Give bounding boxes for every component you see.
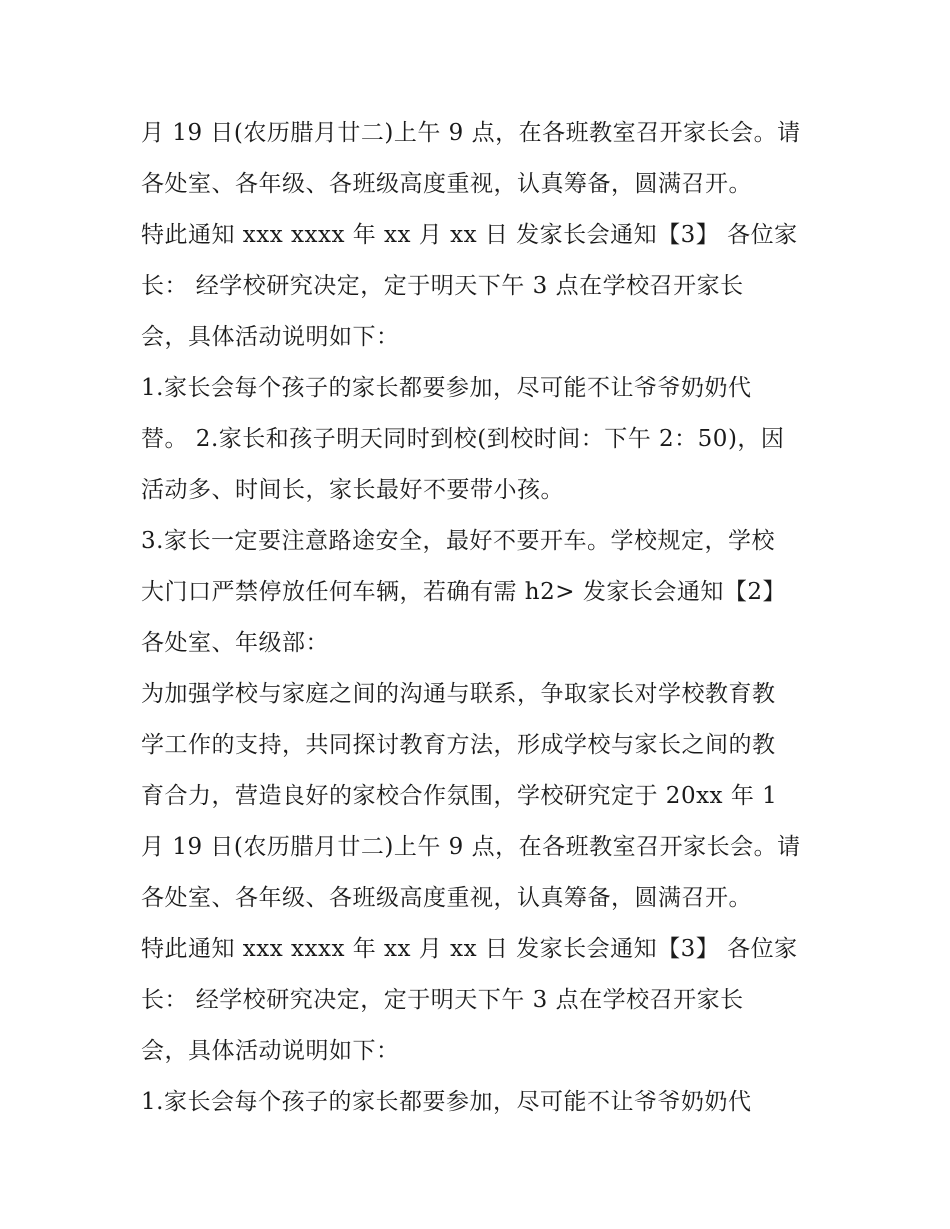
text-line: 1.家长会每个孩子的家长都要参加，尽可能不让爷爷奶奶代 [141, 375, 752, 401]
text-line: 各处室、各年级、各班级高度重视，认真筹备，圆满召开。 [141, 171, 752, 197]
text-line: 各处室、年级部： [141, 630, 329, 656]
text-line: 为加强学校与家庭之间的沟通与联系，争取家长对学校教育教 [141, 681, 776, 707]
text-line: 长： 经学校研究决定，定于明天下午 3 点在学校召开家长 [141, 273, 744, 299]
document-body [141, 108, 821, 1128]
text-line: 长： 经学校研究决定，定于明天下午 3 点在学校召开家长 [141, 987, 744, 1013]
text-line: 会，具体活动说明如下： [141, 324, 400, 350]
text-line: 活动多、时间长，家长最好不要带小孩。 [141, 477, 564, 503]
text-line: 月 19 日(农历腊月廿二)上午 9 点，在各班教室召开家长会。请 [141, 834, 801, 860]
text-line: 替。 2.家长和孩子明天同时到校(到校时间：下午 2：50)，因 [141, 426, 785, 452]
text-line: 特此通知 xxx xxxx 年 xx 月 xx 日 发家长会通知【3】 各位家 [141, 936, 798, 962]
text-line: 月 19 日(农历腊月廿二)上午 9 点，在各班教室召开家长会。请 [141, 120, 801, 146]
text-line: 特此通知 xxx xxxx 年 xx 月 xx 日 发家长会通知【3】 各位家 [141, 222, 798, 248]
text-line: 1.家长会每个孩子的家长都要参加，尽可能不让爷爷奶奶代 [141, 1089, 752, 1115]
text-line: 会，具体活动说明如下： [141, 1038, 400, 1064]
text-line: 学工作的支持，共同探讨教育方法，形成学校与家长之间的教 [141, 732, 776, 758]
text-line: 大门口严禁停放任何车辆，若确有需 h2> 发家长会通知【2】 [141, 579, 786, 605]
text-line: 育合力，营造良好的家校合作氛围，学校研究定于 20xx 年 1 [141, 783, 778, 809]
text-line: 3.家长一定要注意路途安全，最好不要开车。学校规定，学校 [141, 528, 775, 554]
text-line: 各处室、各年级、各班级高度重视，认真筹备，圆满召开。 [141, 885, 752, 911]
